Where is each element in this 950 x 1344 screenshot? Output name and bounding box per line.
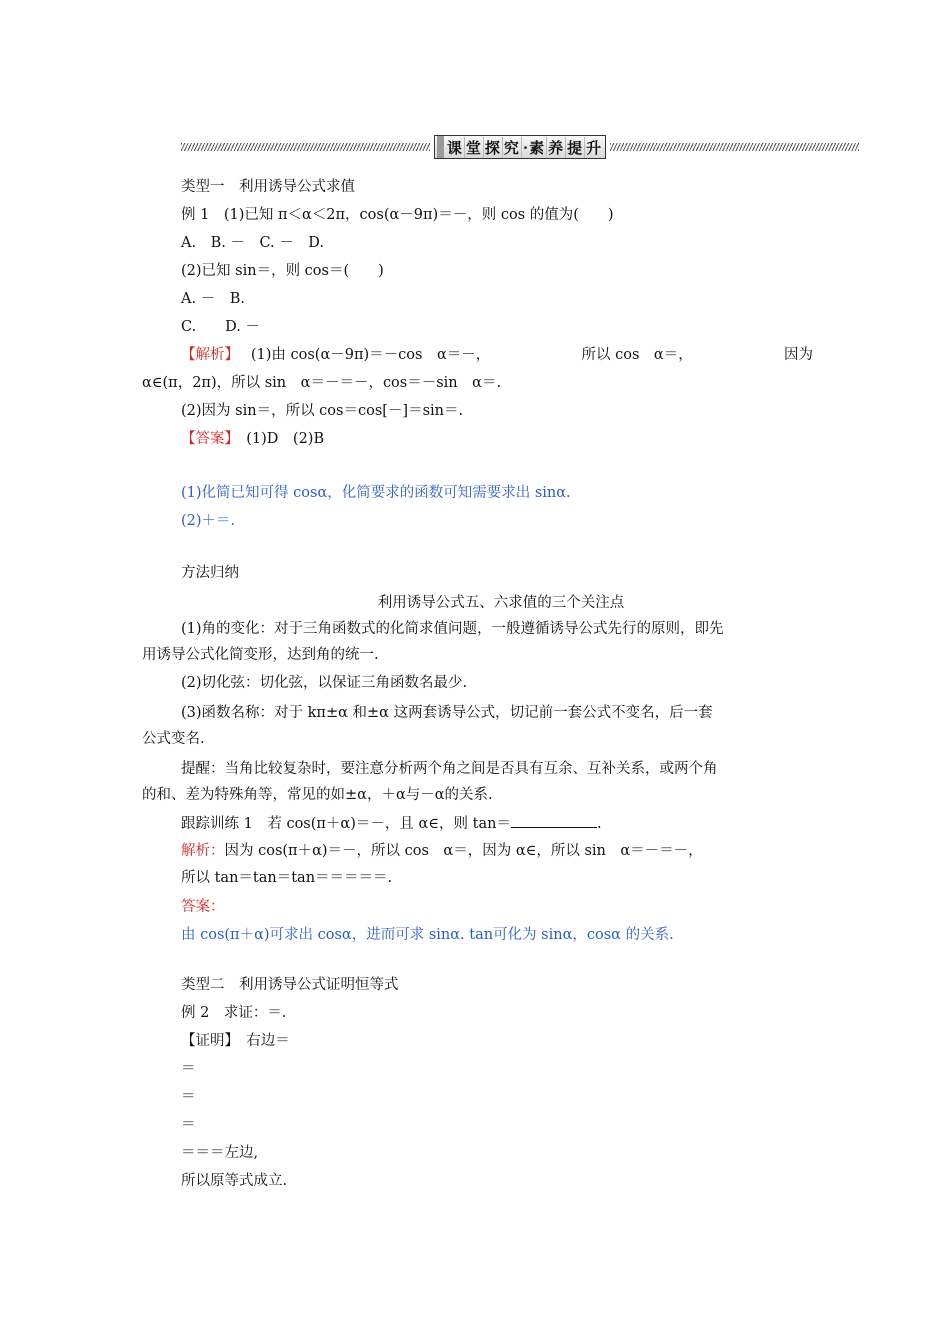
banner-char: 堂	[465, 138, 482, 157]
banner-char: ·素	[522, 138, 546, 157]
text-line: α∈(π，2π)，所以 sin α＝－＝－，cos＝－sin α＝.	[142, 375, 502, 391]
banner-title	[434, 135, 606, 159]
text-line: (2)因为 sin＝，所以 cos＝cos[－]＝sin＝.	[181, 403, 464, 419]
text-line: (2)已知 sin＝，则 cos＝( )	[181, 263, 384, 279]
text-line: 所以原等式成立.	[181, 1173, 288, 1189]
follow-analysis-tag: 解析：	[181, 843, 225, 859]
banner-char: 探	[484, 138, 501, 157]
text-line: 例 2 求证：＝.	[181, 1005, 287, 1021]
banner-hatch-right	[610, 143, 859, 151]
text-line: ＝	[181, 1061, 196, 1077]
follow-question: 跟踪训练 1 若 cos(π＋α)＝－，且 α∈，则 tan＝	[181, 816, 511, 832]
text-line: ＝	[181, 1089, 196, 1105]
text-line: A. B. － C. － D.	[181, 235, 324, 251]
analysis-line	[181, 344, 813, 366]
text-line: 公式变名.	[142, 731, 205, 747]
text-line: 的和、差为特殊角等，常见的如±α，＋α与－α的关系.	[142, 787, 493, 803]
analysis-text: 因为	[783, 347, 813, 363]
text-line: A. － B.	[181, 291, 245, 307]
banner-char: 提	[567, 138, 584, 157]
hint-line: (2)＋＝.	[181, 513, 236, 529]
banner-hatch-left	[181, 143, 430, 151]
banner-char: 课	[446, 138, 463, 157]
remind-text: 提醒：当角比较复杂时，要注意分析两个角之间是否具有互余、互补关系，或两个角	[181, 761, 718, 777]
method-item: (1)角的变化：对于三角函数式的化简求值问题，一般遵循诱导公式先行的原则，即先	[181, 621, 724, 637]
banner-char: 养	[548, 138, 565, 157]
banner-square-icon	[437, 136, 444, 158]
text-line: (2)切化弦：切化弦，以保证三角函数名最少.	[181, 675, 468, 691]
text-line: 【证明】 右边＝	[181, 1033, 290, 1049]
answer-tag: 【答案】	[181, 431, 232, 447]
follow-analysis	[181, 840, 703, 862]
text-line: 用诱导公式化简变形，达到角的统一.	[142, 647, 379, 663]
text-line: 所以 tan＝tan＝tan＝＝＝＝＝.	[181, 870, 393, 886]
follow-answer-tag: 答案：	[181, 899, 225, 915]
analysis-text: (1)由 cos(α－9π)＝－cos α＝－，	[250, 347, 491, 363]
section-banner	[181, 134, 859, 160]
follow-practice	[181, 813, 602, 835]
banner-char: 升	[586, 138, 603, 157]
answer-text: (1)D (2)B	[246, 431, 325, 447]
text-line: 类型一 利用诱导公式求值	[181, 179, 355, 195]
text-line: 方法归纳	[181, 565, 239, 581]
banner-char: 究	[503, 138, 520, 157]
analysis-text: 所以 cos α＝，	[581, 347, 693, 363]
follow-hint: 由 cos(π＋α)可求出 cosα，进而可求 sinα. tan可化为 sinα，cosα 的关系.	[181, 927, 674, 943]
text-line: 类型二 利用诱导公式证明恒等式	[181, 977, 399, 993]
text-line: 例 1 (1)已知 π＜α＜2π，cos(α－9π)＝－，则 cos 的值为( )	[181, 207, 614, 223]
follow-suffix: .	[596, 816, 602, 832]
answer-line	[181, 428, 324, 450]
text-line: ＝＝＝左边,	[181, 1145, 259, 1161]
method-item: (3)函数名称：对于 kπ±α 和±α 这两套诱导公式，切记前一套公式不变名，后一套	[181, 705, 713, 721]
follow-analysis-text: 因为 cos(π＋α)＝－，所以 cos α＝，因为 α∈，所以 sin α＝－＝－，	[224, 843, 703, 859]
hint-line: (1)化简已知可得 cosα，化简要求的函数可知需要求出 sinα.	[181, 485, 571, 501]
text-line: C. D. －	[181, 319, 261, 335]
text-line: ＝	[181, 1117, 196, 1133]
method-title: 利用诱导公式五、六求值的三个关注点	[377, 595, 625, 611]
analysis-tag: 【解析】	[181, 347, 232, 363]
answer-blank	[511, 813, 597, 828]
